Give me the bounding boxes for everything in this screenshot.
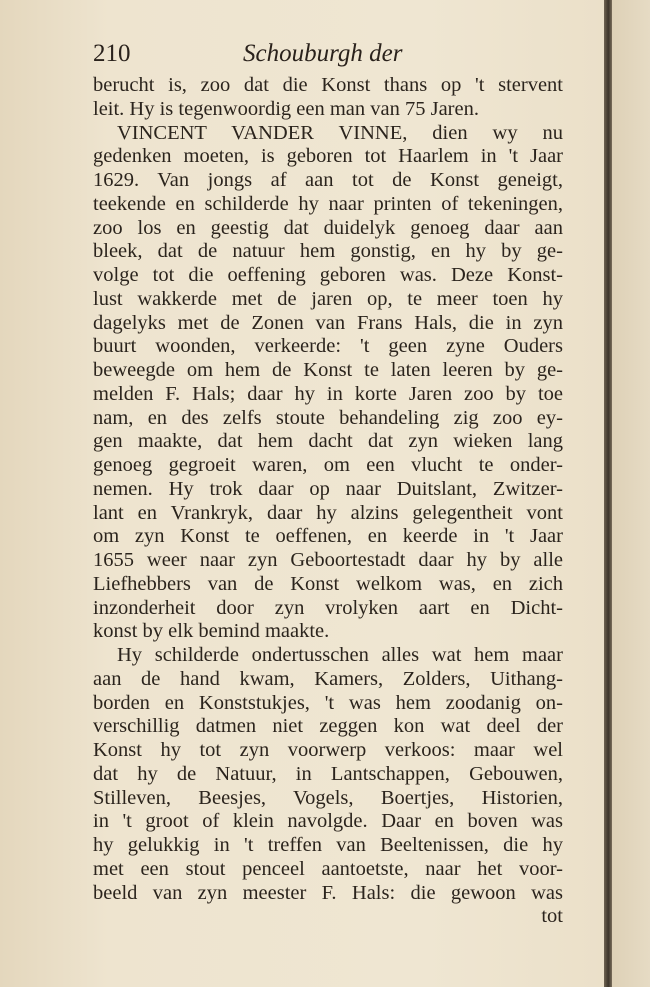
text-line: 1655 weer naar zyn Geboortestadt daar hy by alle — [93, 549, 563, 571]
facing-page-edge — [612, 0, 650, 987]
text-line: bleek, dat de natuur hem gonstig, en hy by ge- — [93, 240, 563, 263]
text-line: konst by elk bemind maakte. — [93, 620, 330, 643]
catchword: tot — [541, 905, 563, 928]
text-line: verschillig datmen niet zeggen kon wat deel der — [93, 715, 563, 738]
text-line: in 't groot of klein navolgde. Daar en boven was — [93, 810, 563, 833]
text-line: teekende en schilderde hy naar printen of tekeningen, — [93, 192, 563, 215]
text-line: inzonderheit door zyn vrolyken aart en Dicht- — [93, 596, 563, 619]
text-line: aan de hand kwam, Kamers, Zolders, Uithang- — [93, 667, 563, 690]
text-line: nemen. Hy trok daar op naar Duitslant, Zwitzer- — [93, 477, 563, 500]
text-line: dagelyks met de Zonen van Frans Hals, die in zyn — [93, 311, 563, 334]
text-line: om zyn Konst te oeffenen, en keerde in 't Jaar — [93, 525, 563, 548]
text-line: met een stout penceel aantoetste, naar het voor- — [93, 857, 563, 880]
text-line: Hy schilderde ondertusschen alles wat hem maar — [117, 644, 563, 666]
text-line: berucht is, zoo dat die Konst thans op 't stervent — [93, 74, 563, 96]
text-line: borden en Konststukjes, 't was hem zoodanig on- — [93, 691, 563, 714]
text-line: 1629. Van jongs af aan tot de Konst geneigt, — [93, 169, 563, 191]
text-line: leit. Hy is tegenwoordig een man van 75 Jaren. — [93, 97, 479, 120]
text-line: beweegde om hem de Konst te laten leeren by ge- — [93, 359, 563, 381]
text-line: Liefhebbers van de Konst welkom was, en zich — [93, 572, 563, 595]
text-line: gen maakte, dat hem dacht dat zyn wieken lang — [93, 430, 563, 453]
text-line: volge tot die oeffening geboren was. Deze Konst- — [93, 264, 563, 286]
text-line: dat hy de Natuur, in Lantschappen, Gebouwen, — [93, 762, 563, 785]
text-line: nam, en des zelfs stoute behandeling zig zoo ey- — [93, 406, 563, 429]
book-gutter — [604, 0, 612, 987]
text-line: zoo los en geestig dat duidelyk genoeg daar aan — [93, 216, 563, 239]
body-text — [93, 74, 563, 929]
page-header — [93, 38, 563, 72]
page-number: 210 — [93, 40, 131, 67]
text-line: gedenken moeten, is geboren tot Haarlem in 't Jaar — [93, 145, 563, 168]
text-line: lant en Vrankryk, daar hy alzins gelegentheit vont — [93, 501, 563, 524]
text-line: Konst hy tot zyn voorwerp verkoos: maar wel — [93, 739, 563, 761]
text-line: beeld van zyn meester F. Hals: die gewoon was — [93, 881, 563, 904]
text-line: Stilleven, Beesjes, Vogels, Boertjes, Historien, — [93, 786, 563, 809]
running-title: Schouburgh der — [243, 40, 403, 67]
text-line: genoeg gegroeit waren, om een vlucht te onder- — [93, 454, 563, 476]
text-line: lust wakkerde met de jaren op, te meer toen hy — [93, 287, 563, 310]
text-line: melden F. Hals; daar hy in korte Jaren zoo by toe — [93, 382, 563, 405]
text-line: hy gelukkig in 't treffen van Beeltenissen, die hy — [93, 834, 563, 856]
text-line: buurt woonden, verkeerde: 't geen zyne Ouders — [93, 335, 563, 358]
text-line: VINCENT VANDER VINNE, dien wy nu — [117, 121, 563, 144]
